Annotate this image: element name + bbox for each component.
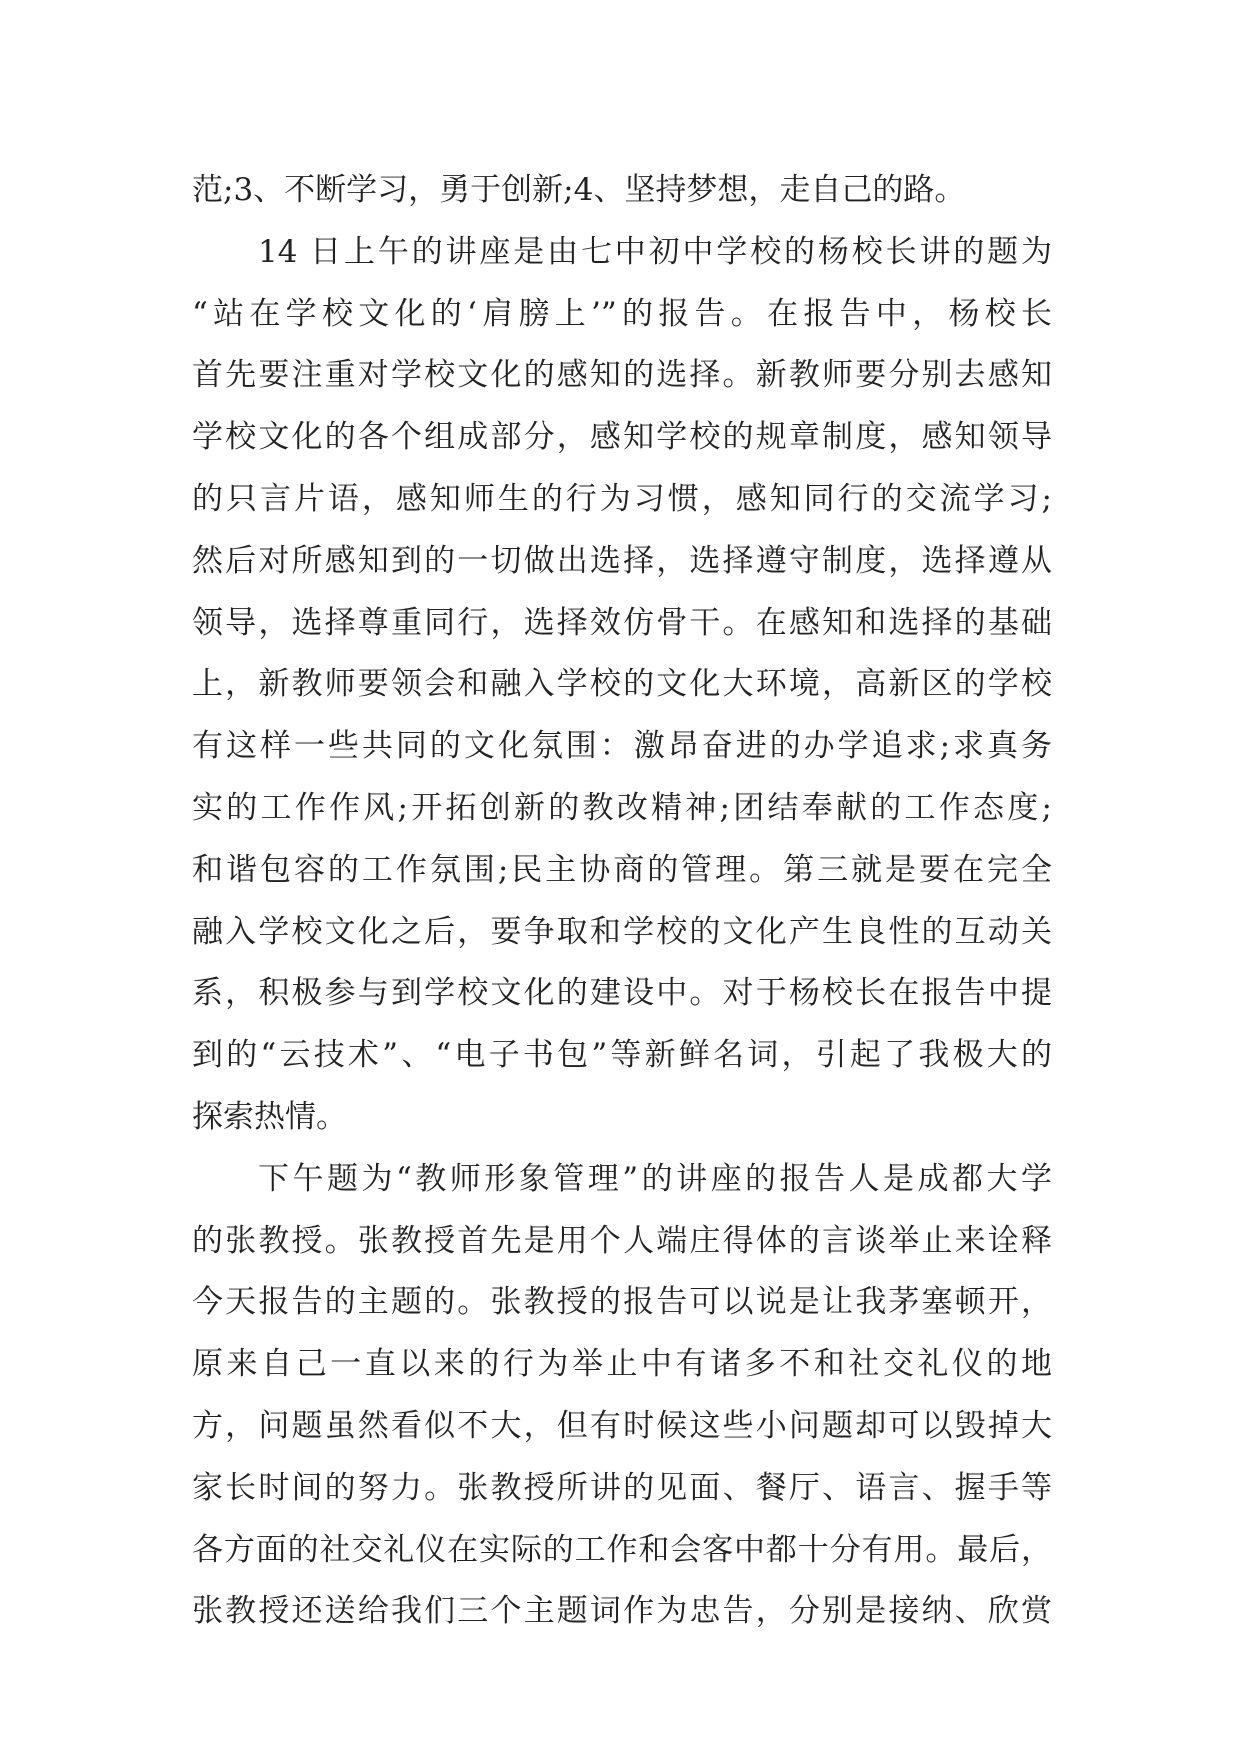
text-line: 的只言片语，感知师生的行为习惯，感知同行的交流学习; [192, 480, 1052, 517]
text-line: 融入学校文化之后，要争取和学校的文化产生良性的互动关 [192, 913, 1052, 950]
text-line: 和谐包容的工作氛围;民主协商的管理。第三就是要在完全 [192, 851, 1052, 888]
text-line: 有这样一些共同的文化氛围：激昂奋进的办学追求;求真务 [192, 728, 1052, 765]
text-line: 上，新教师要领会和融入学校的文化大环境，高新区的学校 [192, 666, 1052, 703]
text-line: 下午题为“教师形象管理”的讲座的报告人是成都大学 [258, 1160, 1052, 1197]
text-line: 领导，选择尊重同行，选择效仿骨干。在感知和选择的基础 [192, 604, 1052, 641]
text-line: 首先要注重对学校文化的感知的选择。新教师要分别去感知 [192, 357, 1052, 394]
paragraph-p3 [192, 1149, 1052, 1643]
text-line: 方，问题虽然看似不大，但有时候这些小问题却可以毁掉大 [192, 1407, 1052, 1444]
paragraph-p2 [192, 222, 1052, 1149]
text-line: 然后对所感知到的一切做出选择，选择遵守制度，选择遵从 [192, 542, 1052, 579]
text-line: 14 日上午的讲座是由七中初中学校的杨校长讲的题为 [258, 233, 1052, 270]
text-line: 探索热情。 [192, 1098, 347, 1135]
text-line: 的张教授。张教授首先是用个人端庄得体的言谈举止来诠释 [192, 1222, 1052, 1259]
text-line: 到的“云技术”、“电子书包”等新鲜名词，引起了我极大的 [192, 1037, 1052, 1074]
text-line: 系，积极参与到学校文化的建设中。对于杨校长在报告中提 [192, 975, 1052, 1012]
paragraph-p1 [192, 160, 1052, 222]
text-line: 家长时间的努力。张教授所讲的见面、餐厅、语言、握手等 [192, 1469, 1052, 1506]
text-line: 各方面的社交礼仪在实际的工作和会客中都十分有用。最后， [192, 1531, 1052, 1568]
body-text [192, 160, 1052, 1643]
text-line: “站在学校文化的‘肩膀上’”的报告。在报告中，杨校长 [192, 295, 1052, 332]
text-line: 学校文化的各个组成部分，感知学校的规章制度，感知领导 [192, 419, 1052, 456]
text-line: 张教授还送给我们三个主题词作为忠告，分别是接纳、欣赏 [192, 1593, 1052, 1630]
text-line: 实的工作作风;开拓创新的教改精神;团结奉献的工作态度; [192, 789, 1052, 826]
text-line: 今天报告的主题的。张教授的报告可以说是让我茅塞顿开， [192, 1284, 1052, 1321]
text-line: 范;3、不断学习，勇于创新;4、坚持梦想，走自己的路。 [192, 172, 966, 208]
text-line: 原来自己一直以来的行为举止中有诸多不和社交礼仪的地 [192, 1346, 1052, 1383]
